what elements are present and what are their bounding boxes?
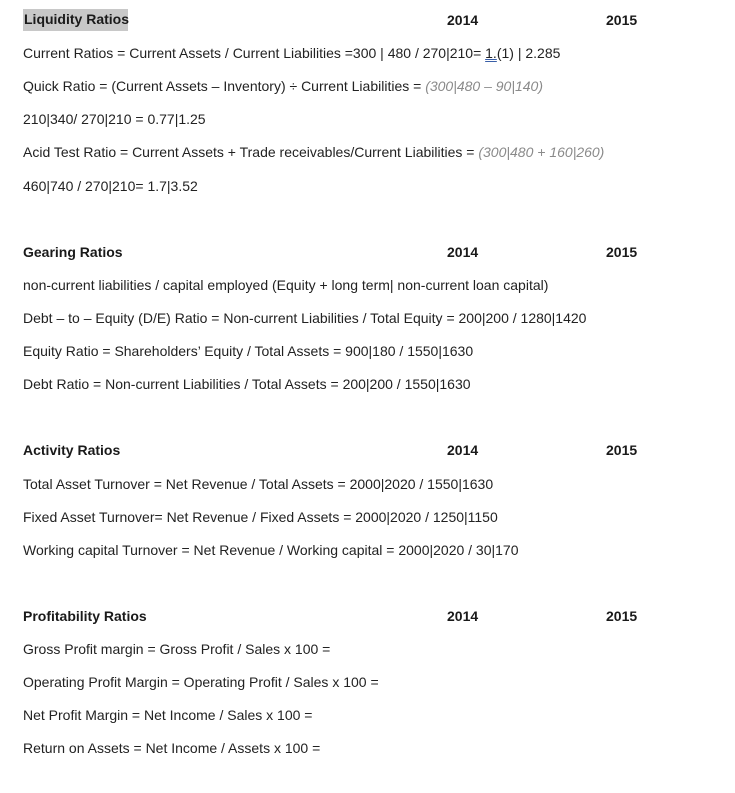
activity-year-2014: 2014 <box>447 442 479 458</box>
debt-ratio: Debt Ratio = Non-current Liabilities / Total Assets = 200|200 / 1550|1630 <box>23 376 471 392</box>
acid-test-text: Acid Test Ratio = Current Assets + Trade receivables/Current Liabilities = <box>23 144 479 160</box>
equity-ratio: Equity Ratio = Shareholders’ Equity / Total Assets = 900|180 / 1550|1630 <box>23 343 474 359</box>
total-asset-turnover: Total Asset Turnover = Net Revenue / Total Assets = 2000|2020 / 1550|1630 <box>23 476 494 492</box>
quick-ratio-result: 210|340/ 270|210 = 0.77|1.25 <box>23 111 206 127</box>
current-ratio-text: Current Ratios = Current Assets / Current Liabilities =300 | 480 / 270|210= <box>23 45 486 61</box>
profitability-year-2015: 2015 <box>606 608 638 624</box>
gearing-year-2014: 2014 <box>447 244 479 260</box>
gearing-ratios-heading: Gearing Ratios <box>23 244 123 260</box>
current-ratio-suffix: (1) | 2.285 <box>496 45 561 61</box>
quick-ratio-line <box>23 77 543 95</box>
debt-equity-ratio: Debt – to – Equity (D/E) Ratio = Non-current Liabilities / Total Equity = 200|200 / 1280|1420 <box>23 310 587 326</box>
gross-profit-margin: Gross Profit margin = Gross Profit / Sales x 100 = <box>23 641 331 657</box>
acid-test-result: 460|740 / 270|210= 1.7|3.52 <box>23 178 198 194</box>
liquidity-year-2014: 2014 <box>447 12 479 28</box>
liquidity-year-2015: 2015 <box>606 12 638 28</box>
operating-profit-margin: Operating Profit Margin = Operating Profit / Sales x 100 = <box>23 674 379 690</box>
return-on-assets: Return on Assets = Net Income / Assets x 100 = <box>23 740 321 756</box>
activity-year-2015: 2015 <box>606 442 638 458</box>
acid-test-gray: (300|480 + 160|260) <box>478 144 605 160</box>
activity-ratios-heading: Activity Ratios <box>23 442 121 458</box>
gearing-definition: non-current liabilities / capital employed (Equity + long term| non-current loan capital) <box>23 277 549 293</box>
profitability-year-2014: 2014 <box>447 608 479 624</box>
current-ratio-underlined: 1. <box>485 45 497 61</box>
net-profit-margin: Net Profit Margin = Net Income / Sales x 100 = <box>23 707 313 723</box>
quick-ratio-text: Quick Ratio = (Current Assets – Inventory) ÷ Current Liabilities = <box>23 78 426 94</box>
acid-test-line <box>23 143 604 161</box>
fixed-asset-turnover: Fixed Asset Turnover= Net Revenue / Fixed Assets = 2000|2020 / 1250|1150 <box>23 509 498 525</box>
current-ratio-line <box>23 44 560 62</box>
profitability-ratios-heading: Profitability Ratios <box>23 608 147 624</box>
liquidity-ratios-heading: Liquidity Ratios <box>23 9 128 31</box>
gearing-year-2015: 2015 <box>606 244 638 260</box>
quick-ratio-gray: (300|480 – 90|140) <box>425 78 543 94</box>
working-capital-turnover: Working capital Turnover = Net Revenue / Working capital = 2000|2020 / 30|170 <box>23 542 519 558</box>
